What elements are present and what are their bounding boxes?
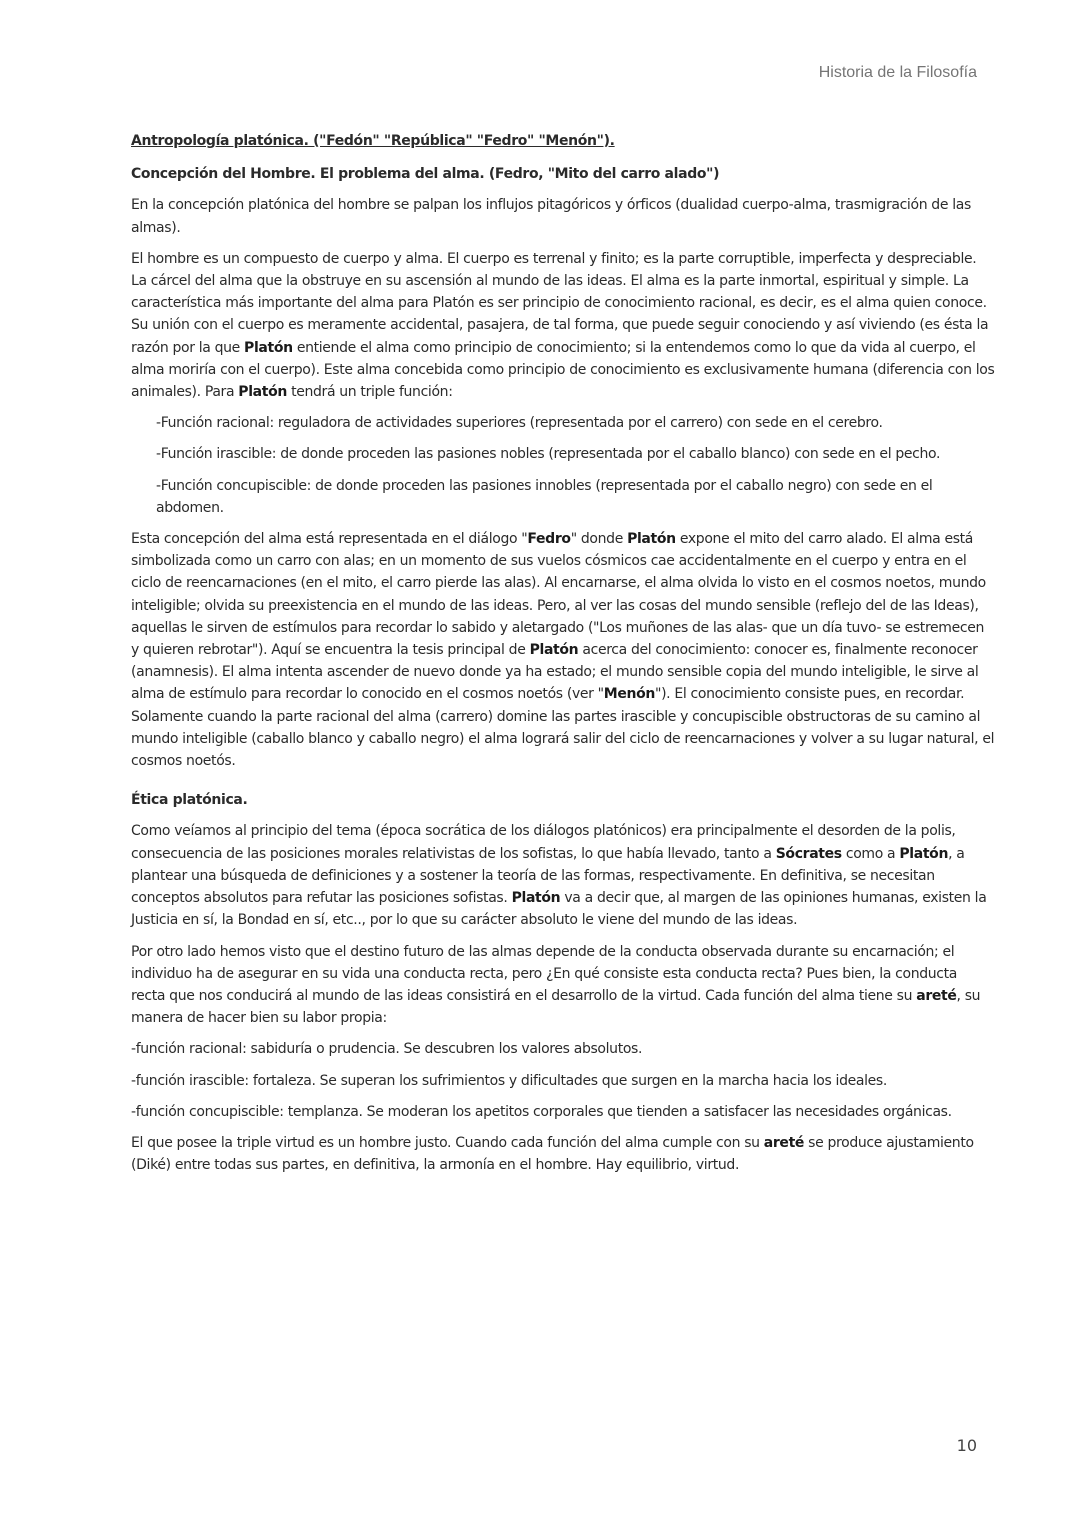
list-item-virtud-irascible: -función irascible: fortaleza. Se superan los sufrimientos y dificultades que surgen en la marcha hacia los ideales. bbox=[131, 1072, 887, 1089]
bold-term: Platón bbox=[899, 845, 949, 862]
bold-term: Sócrates bbox=[775, 845, 842, 862]
paragraph-conducta-recta bbox=[131, 941, 995, 1030]
page-content bbox=[131, 130, 995, 1185]
text-run: Por otro lado hemos visto que el destino futuro de las almas depende de la conducta observada durante su encarnación; el individuo ha de asegurar en su vida una conducta recta, pero ¿En qué consiste esta conducta recta? Pues bien, la conducta recta que nos conducirá al mundo de las ideas consistirá en el desarrollo de la virtud. Cada función del alma tiene su bbox=[131, 943, 958, 1004]
paragraph-mito-carro-alado bbox=[131, 528, 995, 772]
bold-term: Fedro bbox=[527, 531, 571, 548]
bold-term: Platón bbox=[238, 384, 287, 401]
paragraph-influjos: En la concepción platónica del hombre se palpan los influjos pitagóricos y órficos (dualidad cuerpo-alma, trasmigración de las almas). bbox=[131, 197, 971, 236]
text-run: El hombre es un compuesto de cuerpo y alma. El cuerpo es terrenal y finito; es la parte corruptible, imperfecta y despreciable. La cárcel del alma que la obstruye en su ascensión al mundo de las ideas. El alma es la parte inmortal, espiritual y simple. La característica más importante del alma para Platón es ser principio de conocimiento racional, es decir, es el alma quien conoce. Su unión con el cuerpo es meramente accidental, pasajera, de tal forma, que puede seguir conociendo y así viviendo (es ésta la razón por la que bbox=[131, 250, 989, 356]
section-heading-etica: Ética platónica. bbox=[131, 792, 248, 809]
text-run: El que posee la triple virtud es un hombre justo. Cuando cada función del alma cumple con su bbox=[131, 1134, 764, 1151]
list-item-funcion-concupiscible: -Función concupiscible: de donde proceden las pasiones innobles (representada por el caballo negro) con sede en el abdomen. bbox=[156, 477, 933, 516]
text-run: " donde bbox=[570, 531, 628, 548]
page-number: 10 bbox=[956, 1436, 977, 1455]
bold-term: Platón bbox=[529, 642, 579, 659]
subsection-heading-concepcion: Concepción del Hombre. El problema del alma. (Fedro, "Mito del carro alado") bbox=[131, 166, 720, 183]
bold-term: Platón bbox=[244, 339, 293, 356]
bold-term: Platón bbox=[511, 890, 561, 907]
list-item-virtud-racional: -función racional: sabiduría o prudencia. Se descubren los valores absolutos. bbox=[131, 1041, 643, 1058]
text-run: como a bbox=[841, 845, 900, 862]
bold-term: Menón bbox=[603, 686, 655, 703]
text-run: expone el mito del carro alado. El alma está simbolizada como un carro con alas; en un momento de sus vuelos cósmicos cae accidentalmente en el cuerpo y entra en el ciclo de reencarnaciones (en el mito, el carro pierde las alas). Al encarnarse, el alma olvida lo visto en el cosmos noetos, mundo inteligible; olvida su preexistencia en el mundo de las ideas. Pero, al ver las cosas del mundo sensible (reflejo del de las Ideas), aquellas le sirven de estímulos para recordar lo sabido y aletargado ("Los muñones de las alas- que un día tuvo- se estremecen y quieren rebrotar"). Aquí se encuentra la tesis principal de bbox=[131, 531, 986, 659]
paragraph-cuerpo-alma bbox=[131, 248, 995, 403]
list-item-virtud-concupiscible: -función concupiscible: templanza. Se moderan los apetitos corporales que tienden a satisfacer las necesidades orgánicas. bbox=[131, 1103, 952, 1120]
section-heading-antropologia: Antropología platónica. ("Fedón" "República" "Fedro" "Menón"). bbox=[131, 133, 615, 149]
text-run: , su manera de hacer bien su labor propia: bbox=[131, 987, 981, 1027]
text-run: entiende el alma como principio de conocimiento; si la entendemos como lo que da vida al cuerpo, el alma moriría con el cuerpo). Este alma concebida como principio de conocimiento es exclusivamente humana (diferencia con los animales). Para bbox=[131, 339, 995, 401]
bold-term: areté bbox=[916, 987, 957, 1004]
text-run: , a plantear una búsqueda de definiciones y a sostener la teoría de las formas, respectivamente. En definitiva, se necesitan conceptos absolutos para refutar las posiciones sofistas. bbox=[131, 845, 965, 907]
text-run: Esta concepción del alma está representada en el diálogo " bbox=[131, 531, 528, 548]
list-item-funcion-irascible: -Función irascible: de donde proceden las pasiones nobles (representada por el caballo blanco) con sede en el pecho. bbox=[156, 446, 941, 463]
bold-term: areté bbox=[763, 1134, 805, 1151]
bold-term: Platón bbox=[627, 531, 676, 548]
text-run: tendrá un triple función: bbox=[286, 384, 453, 401]
text-run: acerca del conocimiento: conocer es, finalmente reconocer (anamnesis). El alma intenta ascender de nuevo donde ya ha estado; el mundo sensible copia del mundo inteligible, le sirve al alma de estímulo para recordar lo conocido en el cosmos noetós (ver " bbox=[131, 642, 979, 703]
text-run: se produce ajustamiento (Diké) entre todas sus partes, en definitiva, la armonía en el hombre. Hay equilibrio, virtud. bbox=[131, 1134, 974, 1174]
text-run: "). El conocimiento consiste pues, en recordar. Solamente cuando la parte racional del alma (carrero) domine las partes irascible y concupiscible obstructoras de su camino al mundo inteligible (caballo blanco y caballo negro) el alma logrará salir del ciclo de reencarnaciones y volver a su lugar natural, el cosmos noetós. bbox=[131, 686, 995, 770]
paragraph-desorden-polis bbox=[131, 820, 995, 931]
paragraph-hombre-justo bbox=[131, 1132, 995, 1176]
list-item-funcion-racional: -Función racional: reguladora de actividades superiores (representada por el carrero) con sede en el cerebro. bbox=[156, 415, 883, 432]
text-run: va a decir que, al margen de las opiniones humanas, existen la Justicia en sí, la Bondad en sí, etc.., por lo que su carácter absoluto le viene del mundo de las ideas. bbox=[131, 890, 987, 929]
text-run: Como veíamos al principio del tema (época socrática de los diálogos platónicos) era principalmente el desorden de la polis, consecuencia de las posiciones morales relativistas de los sofistas, lo que había llevado, tanto a bbox=[131, 823, 956, 862]
page-header: Historia de la Filosofía bbox=[818, 64, 977, 81]
